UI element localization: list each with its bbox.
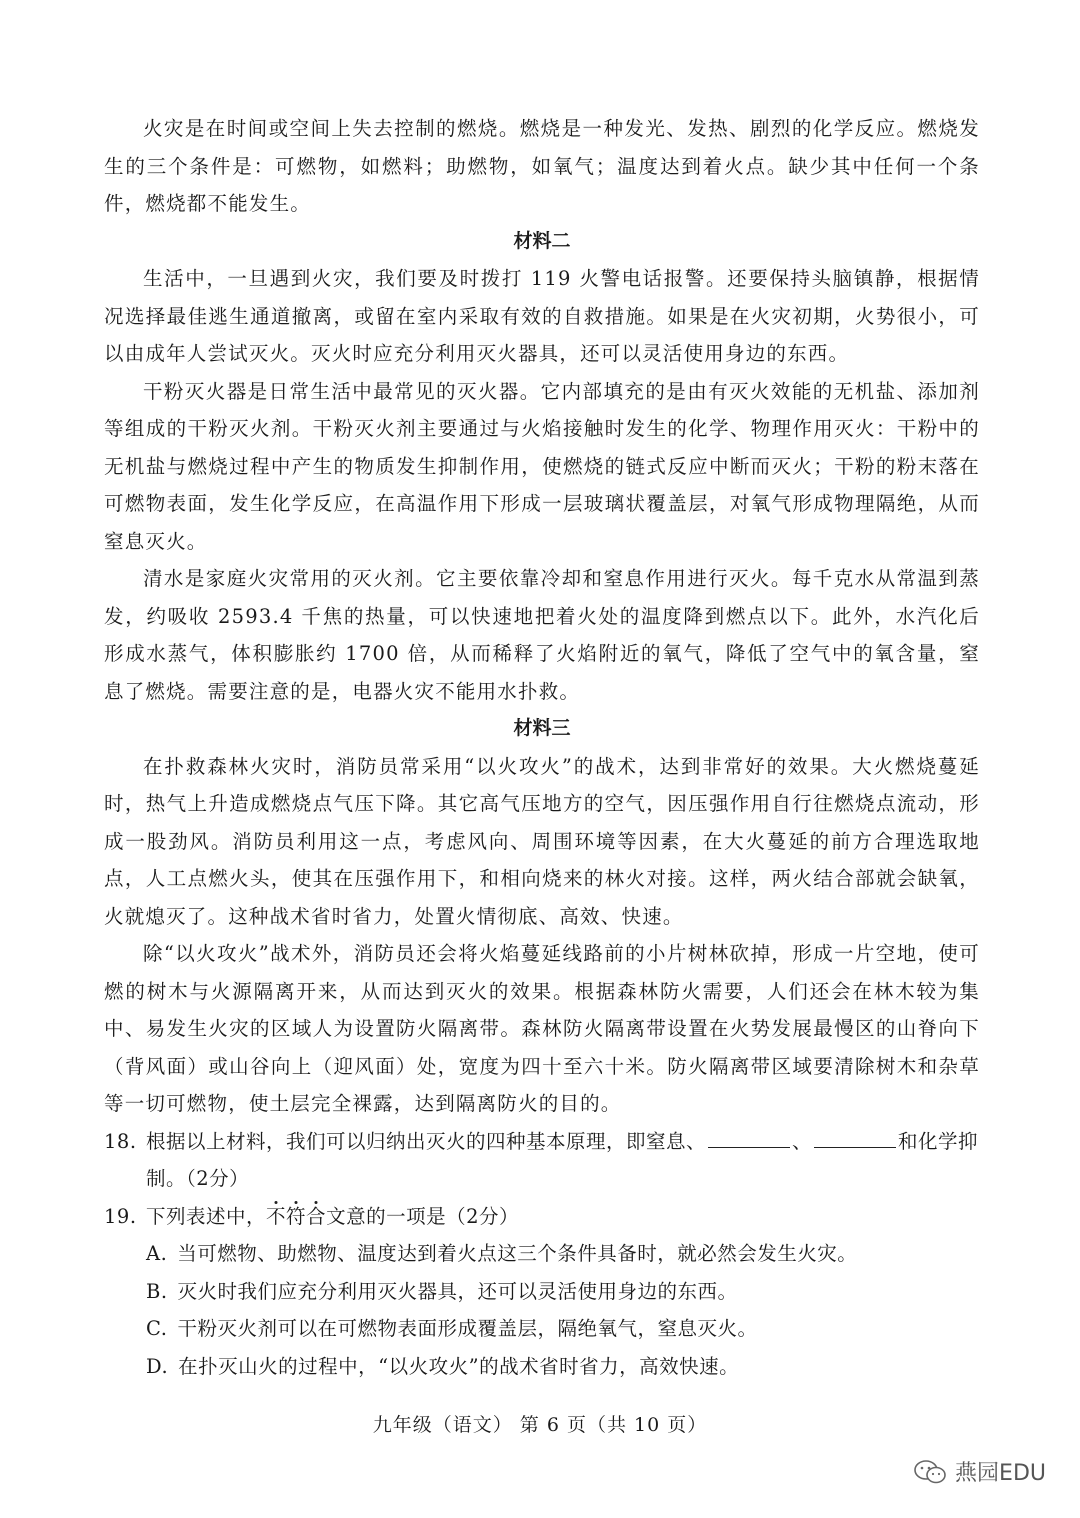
answer-blank-1[interactable] — [708, 1146, 790, 1148]
option-d-label: D. — [146, 1354, 169, 1378]
option-b-label: B. — [146, 1279, 168, 1303]
page-footer: 九年级（语文） 第 6 页（共 10 页） — [372, 1414, 708, 1436]
option-a-label: A. — [146, 1242, 168, 1265]
question-19-stem-after: 文意的一项是（2分） — [326, 1204, 519, 1228]
question-18-separator: 、 — [792, 1129, 813, 1153]
material2-paragraph-3: 清水是家庭火灾常用的灭火剂。它主要依靠冷却和窒息作用进行灭火。每千克水从常温到蒸发，约吸收 2593.4 千焦的热量，可以快速地把着火处的温度降到燃点以下。此外，水汽化后形成水蒸气，体积膨胀约 1700 倍，从而稀释了火焰附近的氧气，降低了空气中的氧含量，窒息了燃烧。需要注意的是，电器火灾不能用水扑救。 — [104, 567, 980, 703]
question-18-text: 根据以上材料，我们可以归纳出灭火的四种基本原理，即窒息、 — [146, 1129, 707, 1153]
question-19-number: 19. — [104, 1204, 137, 1228]
material2-paragraph-1: 生活中，一旦遇到火灾，我们要及时拨打 119 火警电话报警。还要保持头脑镇静，根据情况选择最佳逃生通道撤离，或留在室内采取有效的自救措施。如果是在火灾初期，火势很小，可以由成年人尝试灭火。灭火时应充分利用灭火器具，还可以灵活使用身边的东西。 — [104, 267, 980, 365]
wechat-icon — [913, 1459, 947, 1485]
question-18-text-after: 和化学抑制。（2分） — [146, 1129, 979, 1190]
option-a[interactable] — [104, 1235, 980, 1273]
option-c-text: 干粉灭火剂可以在可燃物表面形成覆盖层，隔绝氧气，窒息灭火。 — [177, 1317, 758, 1340]
question-18 — [104, 1123, 980, 1198]
option-c[interactable] — [104, 1310, 980, 1348]
material2-paragraph-2: 干粉灭火器是日常生活中最常见的灭火器。它内部填充的是由有灭火效能的无机盐、添加剂等组成的干粉灭火剂。干粉灭火剂主要通过与火焰接触时发生的化学、物理作用灭火：干粉中的无机盐与燃烧过程中产生的物质发生抑制作用，使燃烧的链式反应中断而灭火；干粉的粉末落在可燃物表面，发生化学反应，在高温作用下形成一层玻璃状覆盖层，对氧气形成物理隔绝，从而窒息灭火。 — [104, 379, 980, 553]
watermark — [913, 1456, 1046, 1487]
option-d[interactable] — [104, 1348, 980, 1386]
material3-heading: 材料三 — [513, 717, 571, 739]
question-19-emphasis — [266, 1205, 326, 1228]
emphasis-char: 符 — [286, 1204, 307, 1228]
emphasis-char: 不 — [266, 1204, 287, 1228]
option-a-text: 当可燃物、助燃物、温度达到着火点这三个条件具备时，就必然会发生火灾。 — [177, 1242, 858, 1265]
question-19 — [104, 1198, 980, 1236]
option-d-text: 在扑灭山火的过程中，“以火攻火”的战术省时省力，高效快速。 — [178, 1354, 740, 1378]
material2-heading: 材料二 — [513, 229, 571, 252]
intro-paragraph: 火灾是在时间或空间上失去控制的燃烧。燃烧是一种发光、发热、剧烈的化学反应。燃烧发生的三个条件是：可燃物，如燃料；助燃物，如氧气；温度达到着火点。缺少其中任何一个条件，燃烧都不能发生。 — [104, 117, 980, 215]
emphasis-char: 合 — [306, 1204, 327, 1228]
option-c-label: C. — [146, 1317, 168, 1340]
question-18-number: 18. — [104, 1129, 137, 1153]
material3-paragraph-1: 在扑救森林火灾时，消防员常采用“以火攻火”的战术，达到非常好的效果。大火燃烧蔓延时，热气上升造成燃烧点气压下降。其它高气压地方的空气，因压强作用自行往燃烧点流动，形成一股劲风。消防员利用这一点，考虑风向、周围环境等因素，在大火蔓延的前方合理选取地点，人工点燃火头，使其在压强作用下，和相向烧来的林火对接。这样，两火结合部就会缺氧，火就熄灭了。这种战术省时省力，处置火情彻底、高效、快速。 — [104, 754, 980, 928]
question-19-stem-before: 下列表述中， — [146, 1204, 267, 1228]
material3-paragraph-2: 除“以火攻火”战术外，消防员还会将火焰蔓延线路前的小片树林砍掉，形成一片空地，使可燃的树木与火源隔离开来，从而达到灭火的效果。根据森林防火需要，人们还会在林木较为集中、易发生火灾的区域人为设置防火隔离带。森林防火隔离带设置在火势发展最慢区的山脊向下（背风面）或山谷向上（迎风面）处，宽度为四十至六十米。防火隔离带区域要清除树木和杂草等一切可燃物，使土层完全裸露，达到隔离防火的目的。 — [104, 942, 980, 1115]
answer-blank-2[interactable] — [814, 1146, 896, 1148]
exam-page — [104, 110, 980, 1385]
watermark-text: 燕园EDU — [955, 1461, 1046, 1486]
option-b-text: 灭火时我们应充分利用灭火器具，还可以灵活使用身边的东西。 — [177, 1279, 738, 1303]
option-b[interactable] — [104, 1273, 980, 1311]
